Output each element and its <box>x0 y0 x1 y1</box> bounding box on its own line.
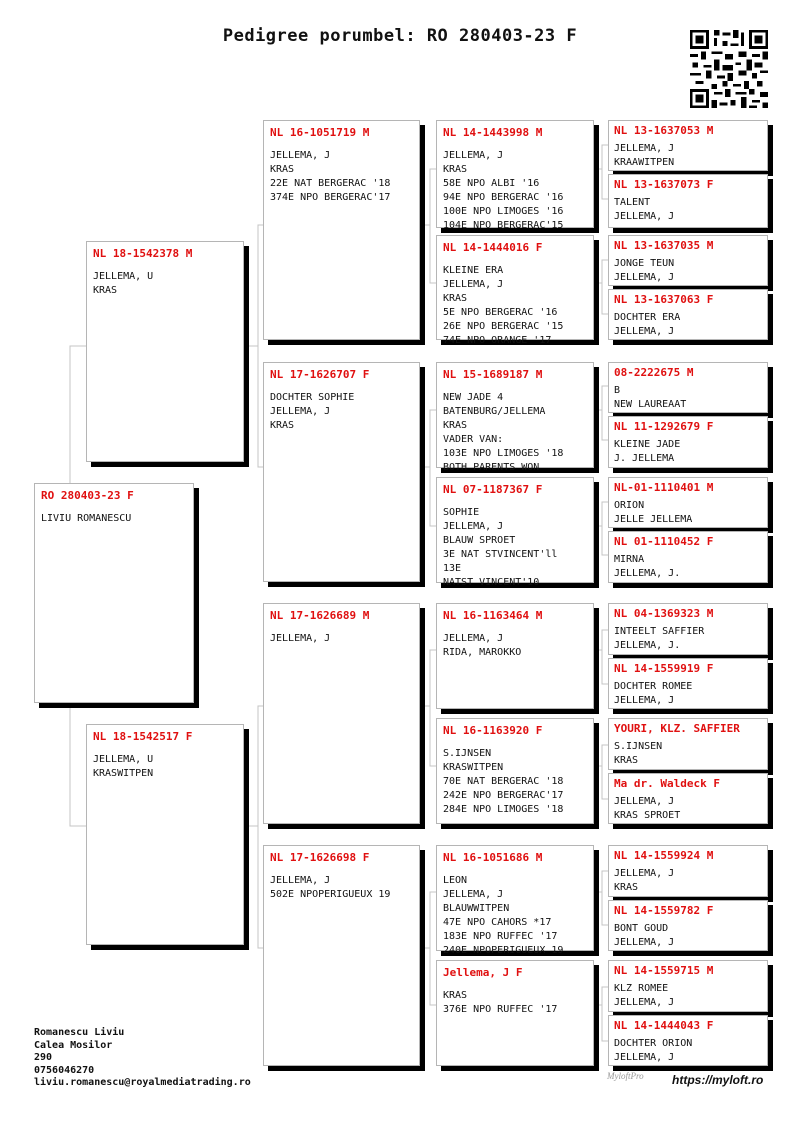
info-line: 70E NAT BERGERAC '18 <box>443 776 564 787</box>
signature-logo: MyloftPro <box>607 1071 644 1081</box>
info-line: JELLEMA, J <box>443 889 504 900</box>
owner-line: LIVIU ROMANESCU <box>41 513 132 524</box>
pigeon-card-gen4[interactable] <box>436 235 594 346</box>
info-line: KRAS <box>443 990 468 1001</box>
info-line: 103E NPO LIMOGES '18 <box>443 448 564 459</box>
info-line: KRASWITPEN <box>93 768 154 779</box>
pigeon-card-gen5[interactable] <box>608 900 768 951</box>
info-line: ORION <box>614 500 645 511</box>
info-line: JELLEMA, J <box>614 997 675 1008</box>
pigeon-card-grandsire-paternal[interactable] <box>263 120 420 340</box>
info-line: JELLEMA, J <box>443 150 504 161</box>
info-line: KRAS <box>93 285 118 296</box>
ring-number: NL 11-1292679 F <box>614 420 714 433</box>
info-line: DOCHTER SOPHIE <box>270 392 355 403</box>
info-line: BONT GOUD <box>614 923 669 934</box>
page-title: Pedigree porumbel: RO 280403-23 F <box>222 26 578 46</box>
info-line: 374E NPO BERGERAC'17 <box>270 192 391 203</box>
info-line: 240E NPOPERIGUEUX 19 <box>443 945 564 956</box>
ring-number: 08-2222675 M <box>614 366 694 379</box>
pigeon-card-gen5[interactable] <box>608 477 768 528</box>
info-line: 26E NPO BERGERAC '15 <box>443 321 564 332</box>
info-line: S.IJNSEN <box>614 741 663 752</box>
info-line: KRAS <box>614 882 639 893</box>
info-line: JELLEMA, J <box>614 326 675 337</box>
pigeon-card-gen5[interactable] <box>608 416 768 468</box>
pigeon-card-gen5[interactable] <box>608 1015 768 1066</box>
website-link[interactable]: https://myloft.ro <box>672 1073 764 1087</box>
info-line: KRAS SPROET <box>614 810 681 821</box>
ring-number: YOURI, KLZ. SAFFIER <box>614 722 740 735</box>
info-line: 3E NAT STVINCENT'll <box>443 549 558 560</box>
pigeon-card-gen4[interactable] <box>436 362 594 473</box>
pigeon-card-gen5[interactable] <box>608 120 768 171</box>
info-line: 5E NPO BERGERAC '16 <box>443 307 558 318</box>
info-line: NEW LAUREAAT <box>614 399 687 410</box>
info-line: JELLEMA, J <box>614 937 675 948</box>
info-line: KRAAWITPEN <box>614 157 675 168</box>
info-line: LEON <box>443 875 468 886</box>
ring-number: NL-01-1110401 M <box>614 481 714 494</box>
ring-number: NL 13-1637073 F <box>614 178 714 191</box>
contact-phone: 0756046270 <box>34 1064 95 1076</box>
info-line: 376E NPO RUFFEC '17 <box>443 1004 558 1015</box>
pigeon-card-subject[interactable] <box>34 483 194 703</box>
info-line: TALENT <box>614 197 651 208</box>
ring-number: NL 13-1637063 F <box>614 293 714 306</box>
info-line: JELLEMA, J <box>614 1052 675 1063</box>
info-line: 100E NPO LIMOGES '16 <box>443 206 564 217</box>
info-line: 104E NPO BERGERAC'15 <box>443 220 564 231</box>
pigeon-card-gen5[interactable] <box>608 960 768 1012</box>
info-line: JELLEMA, U <box>93 271 154 282</box>
info-line: MIRNA <box>614 554 645 565</box>
ring-number: NL 18-1542517 F <box>93 730 193 743</box>
ring-number: NL 01-1110452 F <box>614 535 714 548</box>
pigeon-card-gen5[interactable] <box>608 362 768 413</box>
info-line: JELLEMA, J <box>614 211 675 222</box>
info-line: 502E NPOPERIGUEUX 19 <box>270 889 391 900</box>
info-line: KLEINE ERA <box>443 265 504 276</box>
info-line: RIDA, MAROKKO <box>443 647 522 658</box>
info-line: JELLEMA, J <box>270 633 331 644</box>
info-line: INTEELT SAFFIER <box>614 626 705 637</box>
info-line: 47E NPO CAHORS *17 <box>443 917 552 928</box>
contact-name: Romanescu Liviu <box>34 1027 125 1038</box>
info-line: 22E NAT BERGERAC '18 <box>270 178 391 189</box>
info-line: JELLEMA, J <box>614 143 675 154</box>
info-line: JELLEMA, J <box>614 796 675 807</box>
pigeon-card-granddam-paternal[interactable] <box>263 362 420 582</box>
pigeon-card-grandsire-maternal[interactable] <box>263 603 420 824</box>
ring-number: NL 15-1689187 M <box>443 368 543 381</box>
pigeon-card-dam[interactable] <box>86 724 244 945</box>
info-line: JELLEMA, J <box>614 868 675 879</box>
info-line: JELLEMA, J <box>614 272 675 283</box>
info-line: KRAS <box>443 293 468 304</box>
info-line: NEW JADE 4 <box>443 392 504 403</box>
pigeon-card-gen4[interactable] <box>436 477 594 588</box>
pigeon-card-gen5[interactable] <box>608 174 768 228</box>
contact-number: 290 <box>34 1052 53 1063</box>
info-line: DOCHTER ROMEE <box>614 681 693 692</box>
ring-number: NL 14-1444016 F <box>443 241 543 254</box>
info-line: BLAUW SPROET <box>443 535 516 546</box>
ring-number: NL 04-1369323 M <box>614 607 714 620</box>
ring-number: NL 16-1163464 M <box>443 609 543 622</box>
info-line: KRASWITPEN <box>443 762 504 773</box>
ring-number: NL 14-1444043 F <box>614 1019 714 1032</box>
info-line: JELLEMA, J <box>270 150 331 161</box>
info-line: 58E NPO ALBI '16 <box>443 178 540 189</box>
info-line: BLAUWWITPEN <box>443 903 510 914</box>
info-line: BATENBURG/JELLEMA <box>443 406 546 417</box>
ring-number: NL 17-1626698 F <box>270 851 370 864</box>
info-line: JONGE TEUN <box>614 258 675 269</box>
pigeon-card-sire[interactable] <box>86 241 244 462</box>
pigeon-card-gen4[interactable] <box>436 960 594 1066</box>
info-line: JELLE JELLEMA <box>614 514 693 525</box>
pigeon-card-gen4[interactable] <box>436 603 594 709</box>
ring-number: NL 14-1559782 F <box>614 904 714 917</box>
info-line: JELLEMA, J <box>443 633 504 644</box>
info-line: KLZ ROMEE <box>614 983 669 994</box>
info-line: 74E NPO ORANGE '17 <box>443 335 552 346</box>
info-line: JELLEMA, J <box>614 695 675 706</box>
info-line: BOTH PARENTS WON <box>443 462 540 473</box>
pigeon-card-gen5[interactable] <box>608 718 768 770</box>
ring-number: NL 18-1542378 M <box>93 247 193 260</box>
info-line: JELLEMA, J <box>443 521 504 532</box>
breeder-contact <box>34 1027 251 1090</box>
ring-number: NL 14-1443998 M <box>443 126 543 139</box>
ring-number: NL 14-1559919 F <box>614 662 714 675</box>
info-line: B <box>614 385 621 396</box>
info-line: JELLEMA, J. <box>614 568 681 579</box>
pigeon-card-gen4[interactable] <box>436 120 594 231</box>
ring-number: NL 16-1051719 M <box>270 126 370 139</box>
pigeon-card-gen5[interactable] <box>608 531 768 583</box>
info-line: JELLEMA, U <box>93 754 154 765</box>
info-line: SOPHIE <box>443 507 480 518</box>
info-line: KRAS <box>443 420 468 431</box>
pigeon-card-gen5[interactable] <box>608 289 768 340</box>
info-line: VADER VAN: <box>443 434 504 445</box>
info-line: 183E NPO RUFFEC '17 <box>443 931 558 942</box>
info-line: DOCHTER ORION <box>614 1038 693 1049</box>
ring-number: RO 280403-23 F <box>41 489 134 502</box>
info-line: KRAS <box>614 755 639 766</box>
pigeon-card-gen5[interactable] <box>608 603 768 655</box>
info-line: 242E NPO BERGERAC'17 <box>443 790 564 801</box>
info-line: KRAS <box>270 164 295 175</box>
ring-number: NL 16-1163920 F <box>443 724 543 737</box>
info-line: 94E NPO BERGERAC '16 <box>443 192 564 203</box>
info-line: 284E NPO LIMOGES '18 <box>443 804 564 815</box>
ring-number: NL 07-1187367 F <box>443 483 543 496</box>
info-line: 13E <box>443 563 462 574</box>
pigeon-card-gen5[interactable] <box>608 235 768 286</box>
info-line: KLEINE JADE <box>614 439 681 450</box>
pigeon-card-gen4[interactable] <box>436 845 594 956</box>
info-line: KRAS <box>443 164 468 175</box>
ring-number: Jellema, J F <box>443 966 523 979</box>
info-line: J. JELLEMA <box>614 453 675 464</box>
info-line: JELLEMA, J <box>443 279 504 290</box>
info-line: NATST VINCENT'10 <box>443 577 540 588</box>
ring-number: NL 14-1559715 M <box>614 964 714 977</box>
pigeon-card-gen5[interactable] <box>608 658 768 709</box>
pigeon-card-granddam-maternal[interactable] <box>263 845 420 1066</box>
info-line: JELLEMA, J. <box>614 640 681 651</box>
ring-number: NL 17-1626689 M <box>270 609 370 622</box>
info-line: DOCHTER ERA <box>614 312 681 323</box>
contact-street: Calea Mosilor <box>34 1039 113 1051</box>
ring-number: NL 14-1559924 M <box>614 849 714 862</box>
ring-number: NL 13-1637035 M <box>614 239 714 252</box>
ring-number: NL 16-1051686 M <box>443 851 543 864</box>
info-line: JELLEMA, J <box>270 406 331 417</box>
pigeon-card-gen4[interactable] <box>436 718 594 824</box>
info-line: JELLEMA, J <box>270 875 331 886</box>
ring-number: NL 17-1626707 F <box>270 368 370 381</box>
pigeon-card-gen5[interactable] <box>608 773 768 824</box>
contact-email[interactable]: liviu.romanescu@royalmediatrading.ro <box>34 1077 251 1088</box>
info-line: KRAS <box>270 420 295 431</box>
info-line: S.IJNSEN <box>443 748 492 759</box>
ring-number: NL 13-1637053 M <box>614 124 714 137</box>
pigeon-card-gen5[interactable] <box>608 845 768 897</box>
ring-number: Ma dr. Waldeck F <box>614 777 720 790</box>
